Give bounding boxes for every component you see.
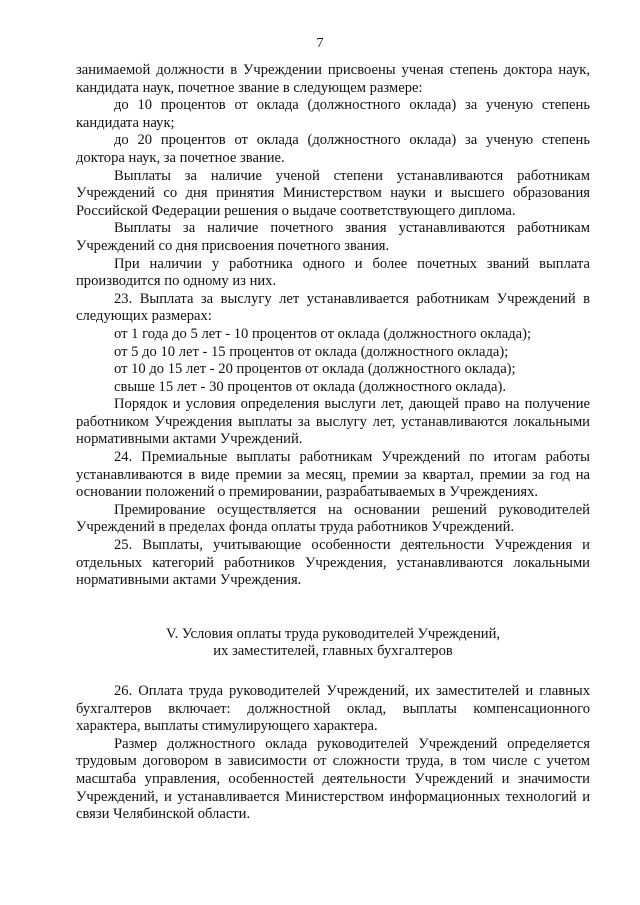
paragraph-item-23: 23. Выплата за выслугу лет устанавливается работникам Учреждений в следующих размерах: [76,290,590,325]
paragraph-bonus-basis: Премирование осуществляется на основании решений руководителей Учреждений в пределах фонда оплаты труда работников Учреждений. [76,501,590,536]
list-item-seniority-3: от 10 до 15 лет - 20 процентов от оклада (должностного оклада); [114,361,516,378]
paragraph-seniority-procedure: Порядок и условия определения выслуги лет, дающей право на получение работником Учреждения выплаты за выслугу лет, устанавливаются локальными нормативными актами Учреждений. [76,396,590,448]
section-spacer [76,661,590,683]
list-item-seniority-4: свыше 15 лет - 30 процентов от оклада (должностного оклада). [114,378,506,395]
list-item-seniority-1: от 1 года до 5 лет - 10 процентов от оклада (должностного оклада); [114,325,532,342]
paragraph-title-payments: Выплаты за наличие почетного звания устанавливаются работникам Учреждений со дня присвоения почетного звания. [76,220,590,254]
section-title-line-1: V. Условия оплаты труда руководителей Учреждений, [165,625,501,642]
paragraph-degree-payments: Выплаты за наличие ученой степени устанавливаются работникам Учреждений со дня принятия Министерством науки и высшего образования Российской Федерации решения о выдаче соответствующего диплома. [76,167,590,219]
paragraph-salary-size: Размер должностного оклада руководителей Учреждений определяется трудовым договором в зависимости от сложности труда, в том числе с учетом масштаба управления, особенностей деятельности Учреждений и значимости Учреждений, и устанавливается Министерством информационных технологий и связи Челябинской области. [76,735,590,823]
paragraph-item-24: 24. Премиальные выплаты работникам Учреждений по итогам работы устанавливаются в виде премии за месяц, премии за квартал, премии за год на основании положений о премировании, разрабатываемых в Учреждениях. [76,449,590,501]
paragraph-candidate-degree: до 10 процентов от оклада (должностного оклада) за ученую степень кандидата наук; [76,97,590,131]
document-body [76,62,590,824]
list-item-seniority-2: от 5 до 10 лет - 15 процентов от оклада (должностного оклада); [114,343,509,360]
paragraph-continuation: занимаемой должности в Учреждении присвоены ученая степень доктора наук, кандидата наук, почетное звание в следующем размере: [76,62,590,96]
section-spacer [76,590,590,612]
paragraph-doctor-degree: до 20 процентов от оклада (должностного оклада) за ученую степень доктора наук, за почетное звание. [76,132,590,166]
paragraph-item-26: 26. Оплата труда руководителей Учреждений, их заместителей и главных бухгалтеров включает: должностной оклад, выплаты компенсационного характера, выплаты стимулирующего характера. [76,683,590,735]
paragraph-item-25: 25. Выплаты, учитывающие особенности деятельности Учреждения и отдельных категорий работников Учреждения, устанавливаются локальными нормативными актами Учреждения. [76,537,590,589]
section-title-line-2: их заместителей, главных бухгалтеров [213,643,453,660]
page-number: 7 [316,36,324,51]
paragraph-multiple-titles: При наличии у работника одного и более почетных званий выплата производится по одному из них. [76,255,590,290]
section-spacer [76,612,590,626]
